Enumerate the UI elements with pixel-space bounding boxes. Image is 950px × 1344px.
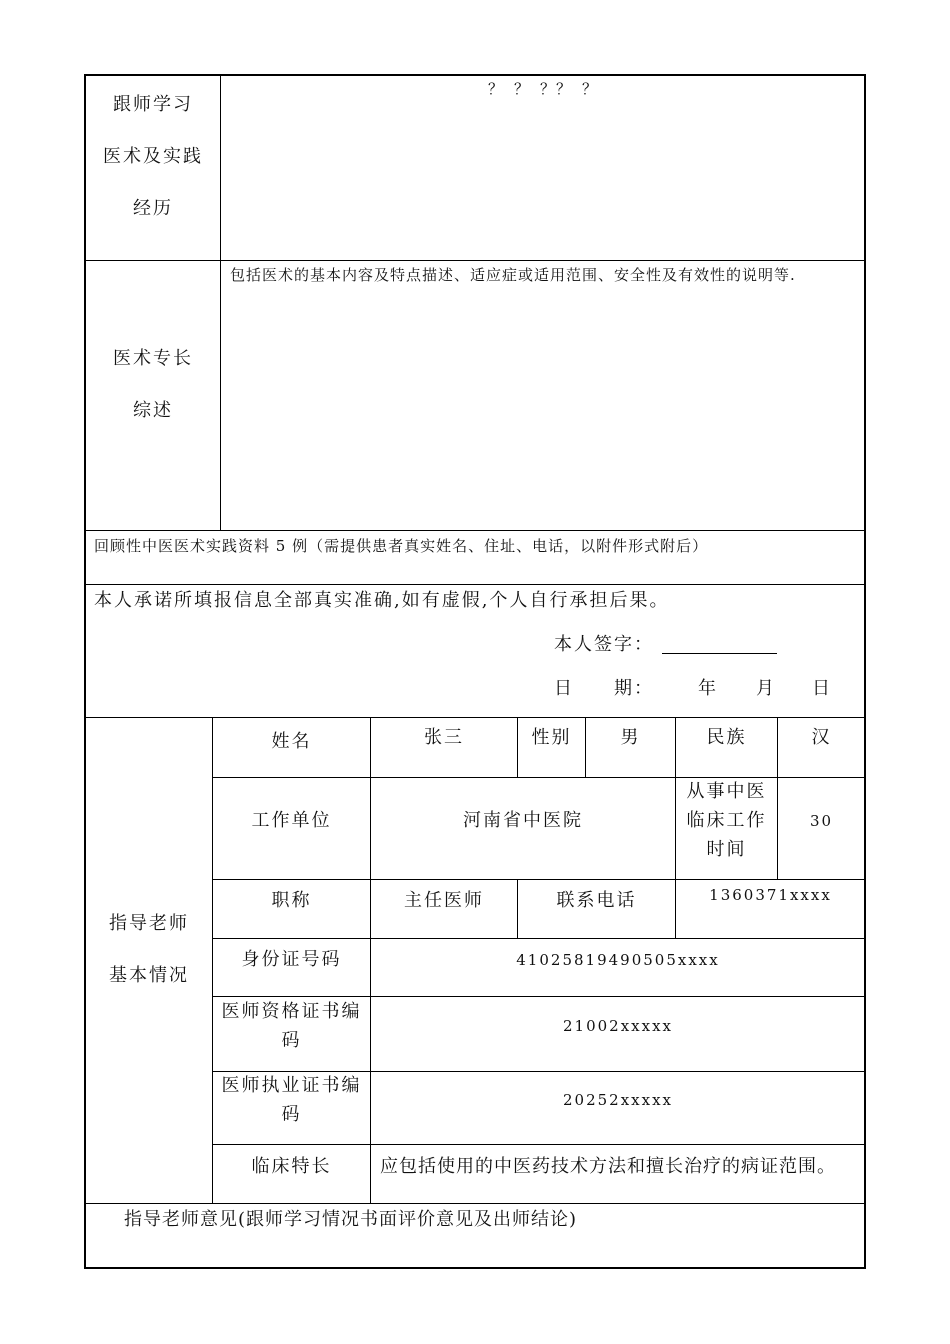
gender-value[interactable]: 男 bbox=[620, 727, 641, 748]
years-value[interactable]: 30 bbox=[809, 812, 834, 830]
id-label: 身份证号码 bbox=[241, 949, 342, 970]
years-label-line: 从事中医 bbox=[686, 781, 767, 802]
column-divider bbox=[517, 717, 518, 777]
ethnicity-label: 民族 bbox=[706, 727, 747, 748]
signature-label: 本人签字： bbox=[554, 634, 654, 655]
years-label-line: 临床工作 bbox=[686, 810, 767, 831]
row-divider bbox=[212, 1071, 866, 1072]
signature-field[interactable] bbox=[662, 639, 777, 654]
row-divider bbox=[84, 1203, 866, 1204]
name-label: 姓名 bbox=[271, 731, 312, 752]
id-value[interactable]: 41025819490505xxxx bbox=[516, 951, 720, 969]
qualification-value[interactable]: 21002xxxxx bbox=[562, 1017, 673, 1035]
license-label-line: 医师执业证书编 bbox=[221, 1075, 362, 1096]
phone-label: 联系电话 bbox=[556, 890, 637, 911]
specialty-value[interactable]: 应包括使用的中医药技术方法和擅长治疗的病证范围。 bbox=[380, 1156, 836, 1177]
row-divider bbox=[212, 1144, 866, 1145]
column-divider bbox=[585, 717, 586, 777]
date-day: 日 bbox=[812, 678, 832, 699]
ethnicity-value[interactable]: 汉 bbox=[811, 727, 832, 748]
name-value[interactable]: 张三 bbox=[424, 727, 464, 748]
row-divider bbox=[84, 530, 866, 531]
license-value[interactable]: 20252xxxxx bbox=[562, 1091, 673, 1109]
row-divider bbox=[84, 717, 866, 718]
years-label-line: 时间 bbox=[706, 839, 747, 860]
opinion-field[interactable] bbox=[86, 1236, 864, 1266]
work-unit-value[interactable]: 河南省中医院 bbox=[463, 810, 583, 831]
column-divider bbox=[220, 74, 221, 530]
teacher-section-label-line: 指导老师 bbox=[109, 913, 189, 934]
specialty-label: 临床特长 bbox=[251, 1156, 332, 1177]
retrospective-note: 回顾性中医医术实践资料 5 例（需提供患者真实姓名、住址、电话，以附件形式附后） bbox=[94, 537, 709, 555]
title-value[interactable]: 主任医师 bbox=[404, 890, 484, 911]
title-label: 职称 bbox=[271, 890, 312, 911]
section2-label-line: 医术专长 bbox=[113, 348, 193, 369]
row-divider bbox=[84, 260, 866, 261]
signature-row bbox=[554, 636, 777, 654]
row-divider bbox=[212, 777, 866, 778]
qualification-label-line: 码 bbox=[281, 1030, 302, 1051]
pledge-statement: 本人承诺所填报信息全部真实准确,如有虚假,个人自行承担后果。 bbox=[94, 590, 670, 611]
section1-label-line: 跟师学习 bbox=[113, 94, 193, 115]
row-divider bbox=[212, 938, 866, 939]
row-divider bbox=[84, 584, 866, 585]
teacher-section-label-line: 基本情况 bbox=[109, 965, 189, 986]
date-year: 年 bbox=[698, 678, 718, 699]
section1-label-line: 医术及实践 bbox=[103, 146, 203, 167]
opinion-label: 指导老师意见(跟师学习情况书面评价意见及出师结论) bbox=[124, 1209, 578, 1230]
section1-label-line: 经历 bbox=[133, 198, 173, 219]
phone-value[interactable]: 1360371xxxx bbox=[709, 886, 832, 904]
license-label-line: 码 bbox=[281, 1104, 302, 1125]
gender-label: 性别 bbox=[531, 727, 572, 748]
section2-label-line: 综述 bbox=[133, 400, 173, 421]
row-divider bbox=[212, 879, 866, 880]
section1-content[interactable]: ？ ？ ？？ ？ bbox=[487, 80, 599, 98]
date-label: 日 期： bbox=[554, 678, 654, 699]
row-divider bbox=[212, 996, 866, 997]
section2-content[interactable]: 包括医术的基本内容及特点描述、适应症或适用范围、安全性及有效性的说明等. bbox=[230, 266, 796, 284]
application-form-table bbox=[84, 74, 866, 1269]
date-month: 月 bbox=[756, 678, 776, 699]
qualification-label-line: 医师资格证书编 bbox=[221, 1001, 362, 1022]
work-unit-label: 工作单位 bbox=[251, 810, 332, 831]
